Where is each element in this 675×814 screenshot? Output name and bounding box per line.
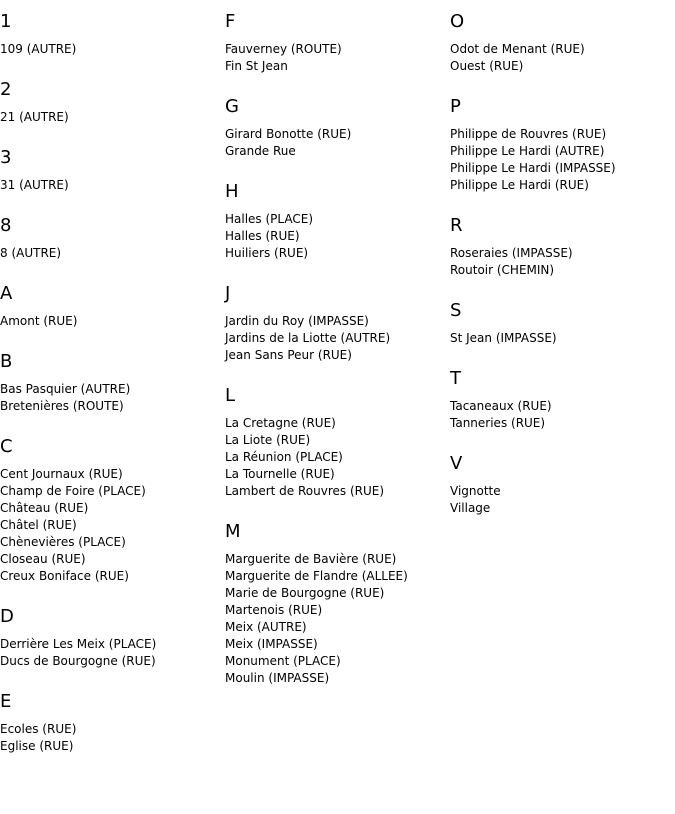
section-letter-heading: E [0,691,12,712]
street-link[interactable]: 8 (AUTRE) [0,246,62,260]
street-link[interactable]: Odot de Menant (RUE) [450,42,585,56]
street-link[interactable]: Philippe Le Hardi (RUE) [450,178,589,192]
street-link[interactable]: Marguerite de Bavière (RUE) [225,552,397,566]
section-letter-heading: O [450,11,465,32]
section-letter-heading: H [225,181,239,202]
street-link[interactable]: La Liote (RUE) [225,433,311,447]
directory-column [225,0,450,708]
street-link[interactable]: Martenois (RUE) [225,603,323,617]
letter-section [225,181,450,262]
street-list [225,313,450,364]
section-letter-heading: F [225,11,236,32]
street-link[interactable]: Vignotte [450,484,501,498]
street-link[interactable]: Derrière Les Meix (PLACE) [0,637,157,651]
letter-section [225,283,450,364]
street-list [225,41,450,75]
street-link[interactable]: Château (RUE) [0,501,89,515]
street-link[interactable]: Jardins de la Liotte (AUTRE) [225,331,391,345]
street-link[interactable]: Roseraies (IMPASSE) [450,246,573,260]
street-link[interactable]: Cent Journaux (RUE) [0,467,123,481]
street-list [450,126,675,194]
street-list [0,381,225,415]
section-letter-heading: C [0,436,13,457]
street-link[interactable]: Monument (PLACE) [225,654,341,668]
section-letter-heading: D [0,606,14,627]
street-link[interactable]: Jean Sans Peur (RUE) [225,348,352,362]
letter-section [450,453,675,517]
street-link[interactable]: Eglise (RUE) [0,739,74,753]
letter-section [0,79,225,126]
letter-section [0,147,225,194]
street-link[interactable]: La Réunion (PLACE) [225,450,343,464]
street-link[interactable]: La Cretagne (RUE) [225,416,336,430]
section-letter-heading: 2 [0,79,12,100]
section-letter-heading: 3 [0,147,12,168]
directory-column [0,0,225,776]
street-link[interactable]: 109 (AUTRE) [0,42,77,56]
street-list [0,245,225,262]
street-link[interactable]: Huiliers (RUE) [225,246,309,260]
street-list [0,466,225,585]
letter-section [0,606,225,670]
street-link[interactable]: Grande Rue [225,144,296,158]
directory-column [450,0,675,538]
section-letter-heading: B [0,351,13,372]
street-link[interactable]: St Jean (IMPASSE) [450,331,557,345]
street-link[interactable]: Tacaneaux (RUE) [450,399,552,413]
street-link[interactable]: Fin St Jean [225,59,288,73]
letter-section [225,521,450,687]
street-list [450,398,675,432]
section-letter-heading: 1 [0,11,12,32]
street-link[interactable]: Marie de Bourgogne (RUE) [225,586,385,600]
street-link[interactable]: Philippe de Rouvres (RUE) [450,127,607,141]
letter-section [0,215,225,262]
letter-section [225,11,450,75]
street-link[interactable]: Girard Bonotte (RUE) [225,127,352,141]
letter-section [0,436,225,585]
letter-section [450,215,675,279]
street-link[interactable]: Lambert de Rouvres (RUE) [225,484,385,498]
street-link[interactable]: Halles (PLACE) [225,212,314,226]
street-link[interactable]: 21 (AUTRE) [0,110,69,124]
street-link[interactable]: Tanneries (RUE) [450,416,546,430]
section-letter-heading: P [450,96,461,117]
section-letter-heading: T [450,368,461,389]
section-letter-heading: R [450,215,463,236]
street-list [0,721,225,755]
street-link[interactable]: Bretenières (ROUTE) [0,399,124,413]
street-link[interactable]: 31 (AUTRE) [0,178,69,192]
street-list [0,636,225,670]
section-letter-heading: M [225,521,241,542]
street-link[interactable]: Meix (AUTRE) [225,620,307,634]
street-link[interactable]: Halles (RUE) [225,229,300,243]
street-link[interactable]: Meix (IMPASSE) [225,637,318,651]
letter-section [0,283,225,330]
street-link[interactable]: Fauverney (ROUTE) [225,42,342,56]
street-list [0,313,225,330]
street-list [450,41,675,75]
street-link[interactable]: Closeau (RUE) [0,552,86,566]
section-letter-heading: 8 [0,215,12,236]
street-link[interactable]: Routoir (CHEMIN) [450,263,555,277]
street-link[interactable]: Creux Boniface (RUE) [0,569,129,583]
letter-section [450,368,675,432]
street-link[interactable]: Village [450,501,491,515]
street-list [225,211,450,262]
street-list [225,126,450,160]
street-link[interactable]: Bas Pasquier (AUTRE) [0,382,131,396]
street-link[interactable]: Philippe Le Hardi (AUTRE) [450,144,605,158]
street-list [225,415,450,500]
letter-section [450,96,675,194]
section-letter-heading: S [450,300,462,321]
street-link[interactable]: Marguerite de Flandre (ALLEE) [225,569,408,583]
section-letter-heading: G [225,96,239,117]
letter-section [0,691,225,755]
street-list [450,245,675,279]
letter-section [0,11,225,58]
street-link[interactable]: Amont (RUE) [0,314,78,328]
letter-section [0,351,225,415]
street-list [450,330,675,347]
section-letter-heading: L [225,385,236,406]
letter-section [450,300,675,347]
street-link[interactable]: Moulin (IMPASSE) [225,671,330,685]
section-letter-heading: J [225,283,231,304]
letter-section [225,96,450,160]
street-list [450,483,675,517]
street-link[interactable]: Châtel (RUE) [0,518,77,532]
street-link[interactable]: Jardin du Roy (IMPASSE) [225,314,369,328]
street-link[interactable]: Champ de Foire (PLACE) [0,484,146,498]
street-link[interactable]: Chènevières (PLACE) [0,535,126,549]
street-list [225,551,450,687]
street-list [0,177,225,194]
street-list [0,41,225,58]
letter-section [450,11,675,75]
street-list [0,109,225,126]
letter-section [225,385,450,500]
street-link[interactable]: Ecoles (RUE) [0,722,77,736]
section-letter-heading: A [0,283,13,304]
street-link[interactable]: La Tournelle (RUE) [225,467,335,481]
street-link[interactable]: Ouest (RUE) [450,59,524,73]
section-letter-heading: V [450,453,463,474]
street-link[interactable]: Ducs de Bourgogne (RUE) [0,654,156,668]
street-link[interactable]: Philippe Le Hardi (IMPASSE) [450,161,616,175]
